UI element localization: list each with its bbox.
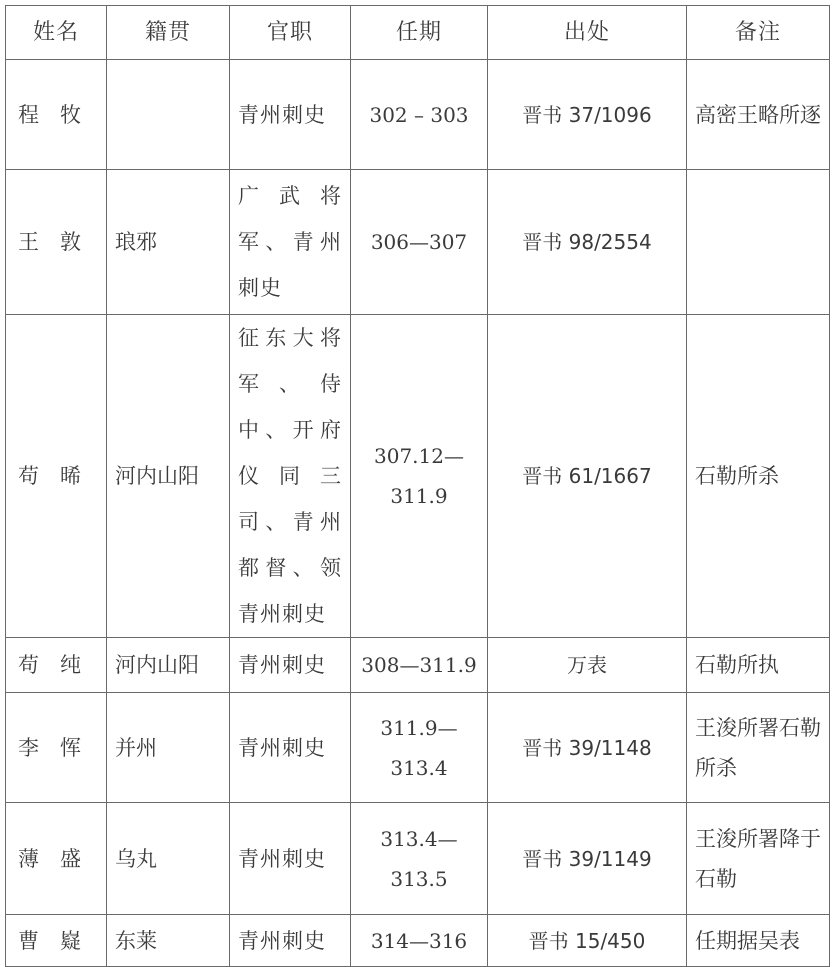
cell-term: 308—311.9 xyxy=(351,638,488,693)
cell-office: 征东大将军、侍中、开府仪同三司、青州都督、领青州刺史 xyxy=(230,315,351,638)
cell-note: 任期据吴表 xyxy=(687,915,830,967)
cell-source: 晋书 15/450 xyxy=(488,915,687,967)
cell-name: 苟 纯 xyxy=(6,638,107,693)
cell-office: 广武将军、青州刺史 xyxy=(230,170,351,315)
cell-office: 青州刺史 xyxy=(230,915,351,967)
cell-source: 晋书 39/1148 xyxy=(488,693,687,803)
cell-origin: 东莱 xyxy=(107,915,230,967)
qingzhou-governors-table xyxy=(5,5,830,967)
table-row xyxy=(6,915,830,967)
cell-origin: 乌丸 xyxy=(107,803,230,915)
table-row xyxy=(6,170,830,315)
cell-note: 高密王略所逐 xyxy=(687,60,830,170)
cell-name: 薄 盛 xyxy=(6,803,107,915)
cell-origin: 并州 xyxy=(107,693,230,803)
cell-name: 苟 晞 xyxy=(6,315,107,638)
cell-origin: 琅邪 xyxy=(107,170,230,315)
table-row xyxy=(6,638,830,693)
table-row xyxy=(6,693,830,803)
cell-source: 万表 xyxy=(488,638,687,693)
header-row xyxy=(6,6,830,60)
officials-table-container xyxy=(5,5,829,967)
cell-term: 302 – 303 xyxy=(351,60,488,170)
header-note: 备注 xyxy=(687,6,830,60)
cell-note: 王浚所署降于石勒 xyxy=(687,803,830,915)
cell-name: 程 牧 xyxy=(6,60,107,170)
cell-term: 307.12— 311.9 xyxy=(351,315,488,638)
cell-office: 青州刺史 xyxy=(230,60,351,170)
cell-name: 王 敦 xyxy=(6,170,107,315)
cell-note: 王浚所署石勒所杀 xyxy=(687,693,830,803)
cell-term: 313.4— 313.5 xyxy=(351,803,488,915)
cell-name: 李 恽 xyxy=(6,693,107,803)
header-term: 任期 xyxy=(351,6,488,60)
cell-name: 曹 嶷 xyxy=(6,915,107,967)
cell-office: 青州刺史 xyxy=(230,693,351,803)
cell-origin xyxy=(107,60,230,170)
cell-source: 晋书 39/1149 xyxy=(488,803,687,915)
cell-origin: 河内山阳 xyxy=(107,315,230,638)
cell-source: 晋书 37/1096 xyxy=(488,60,687,170)
cell-term: 311.9— 313.4 xyxy=(351,693,488,803)
cell-origin: 河内山阳 xyxy=(107,638,230,693)
header-source: 出处 xyxy=(488,6,687,60)
cell-office: 青州刺史 xyxy=(230,638,351,693)
cell-term: 306—307 xyxy=(351,170,488,315)
header-office: 官职 xyxy=(230,6,351,60)
cell-note xyxy=(687,170,830,315)
table-row xyxy=(6,315,830,638)
cell-source: 晋书 61/1667 xyxy=(488,315,687,638)
cell-note: 石勒所杀 xyxy=(687,315,830,638)
cell-source: 晋书 98/2554 xyxy=(488,170,687,315)
cell-term: 314—316 xyxy=(351,915,488,967)
table-row xyxy=(6,803,830,915)
cell-note: 石勒所执 xyxy=(687,638,830,693)
cell-office: 青州刺史 xyxy=(230,803,351,915)
table-row xyxy=(6,60,830,170)
header-name: 姓名 xyxy=(6,6,107,60)
header-origin: 籍贯 xyxy=(107,6,230,60)
